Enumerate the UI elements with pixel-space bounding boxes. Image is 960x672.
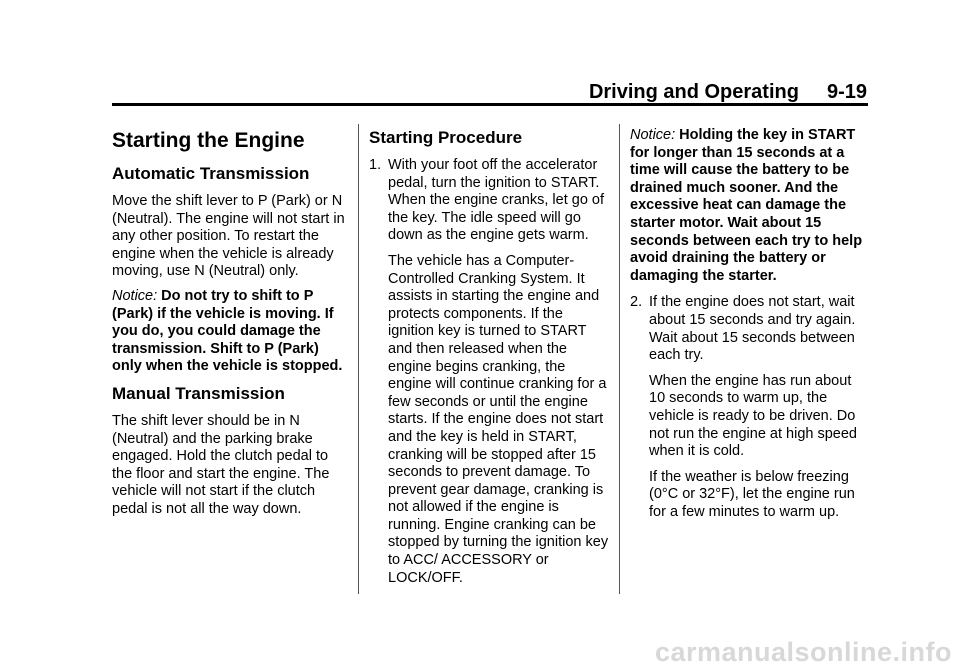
item-number: 2. xyxy=(630,294,643,311)
column-divider xyxy=(358,124,359,594)
watermark: carmanualsonline.info xyxy=(654,637,952,667)
header-rule xyxy=(112,103,868,106)
left-column xyxy=(112,124,348,526)
item-paragraph: If the weather is below freezing (0°C or 32°F), let the engine run for a few minutes to warm up. xyxy=(649,468,855,520)
section-title: Driving and Operating xyxy=(588,81,799,103)
automatic-text: Move the shift lever to P (Park) or N (Neutral). The engine will not start in any other position. To restart the engine when the vehicle is already moving, use N (Neutral) only. xyxy=(112,193,345,280)
procedure-heading: Starting Procedure xyxy=(369,128,523,147)
item-paragraph: When the engine has run about 10 seconds to warm up, the vehicle is ready to be driven. Do not run the engine at high speed when it is cold. xyxy=(649,372,857,460)
item-paragraph: The vehicle has a Computer-Controlled Cranking System. It assists in starting the engine and protects components. If the ignition key is turned to START and then released when the engine begins cranking, the engine will continue cranking for a few seconds or until the engine starts. If the engine does not start and the key is held in START, cranking will be stopped after 15 seconds to prevent damage. To prevent gear damage, cranking is not allowed if the engine is running. Engine cranking can be stopped by turning the ignition key to ACC/ ACCESSORY or LOCK/OFF. xyxy=(388,252,609,586)
right-column xyxy=(630,124,870,528)
procedure-list xyxy=(369,157,609,587)
item-text: With your foot off the accelerator pedal, turn the ignition to START. When the engine cranks, let go of the key. The idle speed will go down as the engine gets warm. xyxy=(388,157,605,244)
item-number: 1. xyxy=(369,157,382,173)
automatic-heading: Automatic Transmission xyxy=(112,164,310,183)
item-text: If the engine does not start, wait about 15 seconds and try again. Wait about 15 seconds between each try. xyxy=(649,294,856,364)
manual-heading: Manual Transmission xyxy=(112,383,285,403)
column-divider xyxy=(619,124,620,594)
notice-park xyxy=(112,288,348,376)
manual-text: The shift lever should be in N (Neutral) and the parking brake engaged. Hold the clutch pedal to the floor and start the engine. The vehicle will not start if the clutch pedal is not all the way down. xyxy=(112,412,330,517)
page-title: Starting the Engine xyxy=(112,129,305,152)
page-number: 9-19 xyxy=(826,81,867,103)
procedure-list-continued xyxy=(630,294,870,521)
notice-label: Notice: xyxy=(112,287,158,304)
notice-text: Do not try to shift to P (Park) if the vehicle is moving. If you do, you could damage the transmission. Shift to P (Park) only when the vehicle is stopped. xyxy=(112,287,343,375)
page-header xyxy=(0,80,867,104)
list-item xyxy=(630,294,870,521)
middle-column xyxy=(369,124,609,594)
list-item xyxy=(369,157,609,587)
notice-starter xyxy=(630,127,870,285)
notice-label: Notice: xyxy=(630,127,676,143)
notice-text: Holding the key in START for longer than 15 seconds at a time will cause the battery to be drained much sooner. And the excessive heat can damage the starter motor. Wait about 15 seconds between each try to help avoid draining the battery or damaging the starter. xyxy=(630,127,863,284)
